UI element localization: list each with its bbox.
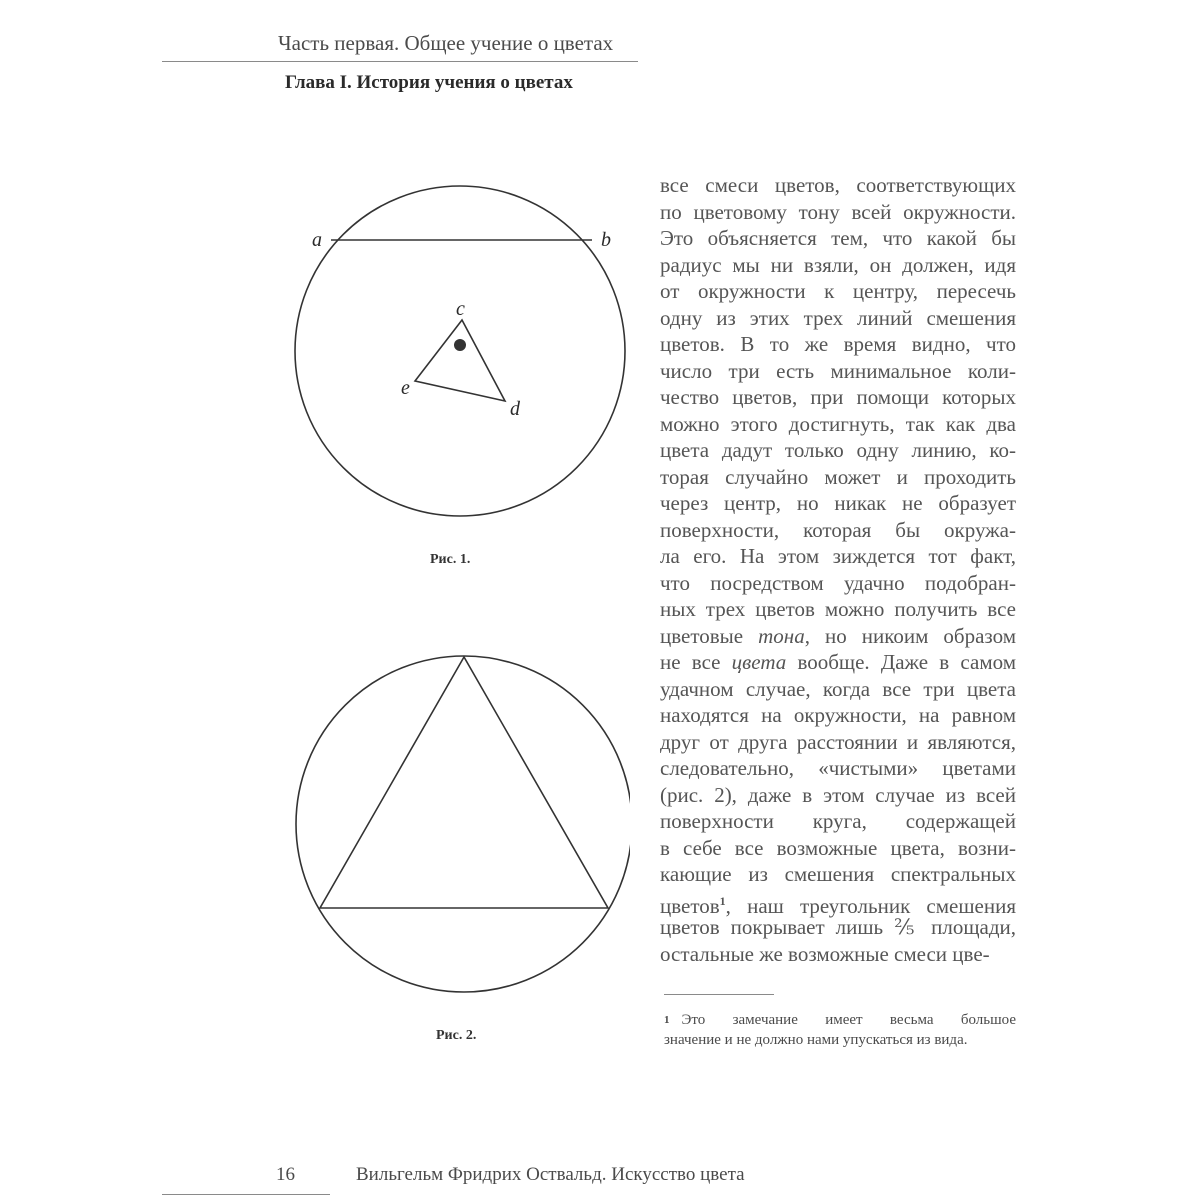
body-line: ных трех цветов можно получить все [660, 597, 1016, 621]
emphasis-tona: тона [758, 623, 805, 648]
body-line: в себе все возможные цвета, возни- [660, 835, 1016, 860]
body-line: друг от друга расстоянии и являются, [660, 729, 1016, 754]
fraction-two-fifths: ⅖ [894, 915, 921, 939]
body-line [660, 888, 1016, 918]
fig1-label-a: a [312, 229, 322, 251]
footnote-mark: 1 [664, 1014, 670, 1026]
body-text [660, 172, 1016, 967]
body-line: остальные же возможные смеси цве- [660, 941, 990, 966]
fig1-label-d: d [510, 398, 520, 420]
body-text-run: цветов покрывает лишь [660, 915, 895, 939]
header-rule [162, 61, 638, 62]
emphasis-tsveta: цвета [731, 650, 787, 674]
footnote [664, 1010, 1016, 1050]
body-text-run: , наш треугольник смешения [725, 893, 1016, 918]
fig2-circle [296, 656, 630, 992]
footnote-text: Это замечание имеет весьма большое [681, 1012, 1016, 1028]
body-line: находятся на окружности, на равном [660, 703, 1016, 727]
footer-rule [162, 1194, 330, 1195]
fig1-label-c: c [456, 298, 465, 320]
body-line: поверхности круга, содержащей [660, 809, 1016, 833]
body-line [660, 649, 1016, 676]
body-line: одну из этих трех линий смешения [660, 305, 1016, 330]
footnote-line: значение и не должно нами упускаться из вида. [664, 1032, 968, 1048]
body-text-run: цветовые [660, 623, 759, 648]
fig1-label-b: b [601, 229, 611, 251]
fig2-triangle [320, 657, 608, 908]
body-line: ла его. На этом зиждется тот факт, [660, 544, 1016, 568]
body-line: через центр, но никак не образует [660, 491, 1016, 515]
footnote-rule [664, 994, 774, 995]
body-line: Это объясняется тем, что какой бы [660, 226, 1016, 250]
book-title: Вильгельм Фридрих Оствальд. Искусство цвета [356, 1164, 745, 1185]
body-line: поверхности, которая бы окружа- [660, 517, 1016, 542]
body-text-run: , но никоим образом [804, 623, 1016, 648]
body-line [660, 623, 1016, 650]
figure-1-caption: Рис. 1. [430, 552, 471, 567]
body-line: чество цветов, при помощи которых [660, 385, 1016, 409]
body-line: кающие из смешения спектральных [660, 862, 1016, 886]
body-line: следовательно, «чистыми» цветами [660, 756, 1016, 780]
body-text-run: площади, [920, 915, 1016, 939]
figure-2-caption: Рис. 2. [436, 1028, 477, 1043]
body-line: удачном случае, когда все три цвета [660, 676, 1016, 701]
figure-2 [290, 650, 630, 995]
footnote-reference[interactable]: 1 [719, 893, 726, 908]
fig1-center-dot [454, 339, 466, 351]
footnote-line [664, 1010, 1016, 1030]
body-line: радиус мы ни взяли, он должен, идя [660, 252, 1016, 277]
figure-1 [290, 168, 630, 538]
fig1-label-e: e [401, 377, 410, 399]
body-line [660, 914, 1016, 941]
body-line: от окружности к центру, пересечь [660, 279, 1016, 303]
chapter-title: Глава I. История учения о цветах [285, 72, 573, 93]
body-line: по цветовому тону всей окружности. [660, 199, 1016, 224]
body-text-run: вообще. Даже в самом [786, 650, 1016, 674]
body-line: можно этого достигнуть, так как два [660, 411, 1016, 436]
body-line: число три есть минимальное коли- [660, 358, 1016, 383]
running-title: Часть первая. Общее учение о цветах [278, 31, 614, 55]
body-line: торая случайно может и проходить [660, 464, 1016, 489]
body-line: цветов. В то же время видно, что [660, 332, 1016, 356]
body-text-run: не все [660, 650, 732, 674]
body-line: что посредством удачно подобран- [660, 570, 1016, 595]
body-line: (рис. 2), даже в этом случае из всей [660, 782, 1016, 807]
body-line: цвета дадут только одну линию, ко- [660, 438, 1016, 462]
page-number: 16 [276, 1164, 295, 1185]
fig1-triangle-cde [415, 320, 505, 401]
body-text-run: цветов [660, 893, 720, 918]
body-line: все смеси цветов, соответствующих [660, 173, 1016, 197]
